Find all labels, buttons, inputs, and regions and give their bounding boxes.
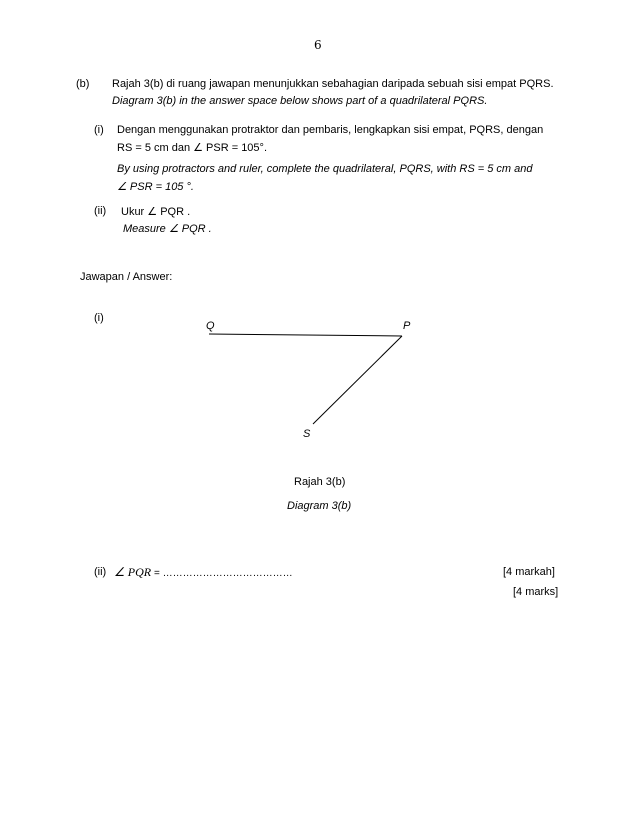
diagram-caption-english: Diagram 3(b) [287,500,352,512]
vertex-label-p: P [403,320,411,332]
sub-ii-marker: (ii) [94,205,107,217]
vertex-label-s: S [303,428,311,440]
line-ps [313,336,402,424]
sub-i-malay-line1: Dengan menggunakan protraktor dan pembaris, lengkapkan sisi empat, PQRS, dengan [117,124,544,136]
sub-ii-english-text: Measure ∠ PQR . [123,223,212,235]
marks-english: [4 marks] [513,586,559,598]
part-b-english-text: Diagram 3(b) in the answer space below shows part of a quadrilateral PQRS. [112,95,488,107]
answer-i-marker: (i) [94,312,104,324]
page-number: 6 [314,38,322,52]
sub-ii-malay-text: Ukur ∠ PQR . [121,206,191,218]
answer-ii-angle-label: ∠ PQR [114,565,152,579]
sub-i-english-line1: By using protractors and ruler, complete the quadrilateral, PQRS, with RS = 5 cm and [117,163,533,175]
answer-heading: Jawapan / Answer: [80,271,173,283]
diagram-caption-malay: Rajah 3(b) [294,476,346,488]
sub-i-marker: (i) [94,124,104,136]
answer-ii-blank-line: = ………………………………… [154,568,293,579]
part-b-marker: (b) [76,78,90,90]
line-qp [209,334,402,336]
sub-i-malay-line2: RS = 5 cm dan ∠ PSR = 105°. [117,142,267,154]
marks-malay: [4 markah] [503,566,555,578]
sub-i-english-line2: ∠ PSR = 105 °. [117,181,194,193]
part-b-malay-text: Rajah 3(b) di ruang jawapan menunjukkan sebahagian daripada sebuah sisi empat PQRS. [112,78,554,90]
answer-ii-marker: (ii) [94,566,107,578]
vertex-label-q: Q [206,320,215,332]
